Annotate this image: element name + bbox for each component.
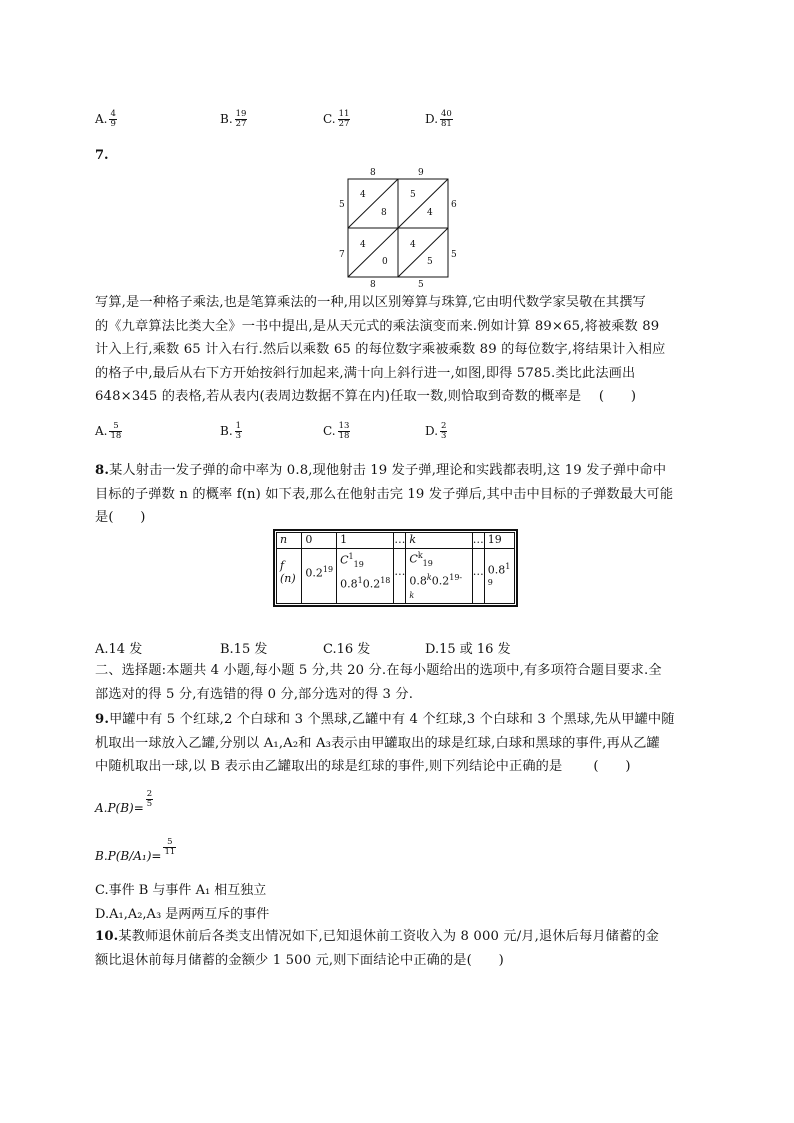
text-line: 中随机取出一球,以 B 表示由乙罐取出的球是红球的事件,则下列结论中正确的是 ( ) [95,759,631,774]
q7-option-c [323,422,350,441]
fraction [338,422,351,441]
text-line: 额比退休前每月储蓄的金额少 1 500 元,则下面结论中正确的是( ) [95,952,504,968]
denominator: 9 [110,119,116,129]
numerator: 4 [110,109,116,119]
grid-left-label: 7 [339,250,345,260]
fraction [440,422,447,441]
denominator: 3 [441,431,447,441]
table-cell [406,549,472,604]
q9-option-c: C.事件 B 与事件 A₁ 相互独立 [95,883,267,898]
q8-text [95,459,705,530]
q9-text [95,708,705,779]
comb-sub: 19 [353,559,364,569]
table-header-cell: 19 [484,533,514,549]
cell-value: 0.2 [431,574,450,588]
denominator: 27 [338,119,350,129]
q7-number: 7. [95,148,109,163]
numerator: 2 [441,421,447,431]
table-cell: … [394,549,406,604]
lattice-multiplication-grid [330,164,465,289]
fraction [109,422,122,441]
grid-top-label: 9 [418,168,424,178]
table-header-cell: k [406,533,472,549]
cell-value: 0.2 [305,566,323,580]
fraction [338,110,351,129]
exponent-tail: k [409,590,415,600]
grid-cell-lower: 5 [427,257,433,267]
q8-option-a: A.14 发 [95,642,143,657]
table-cell: … [472,549,484,604]
text-line: 计入上行,乘数 65 计入右行.然后以乘数 65 的每位数字乘被乘数 89 的每位数字,将结果计入相应 [95,342,666,357]
text-line: 写算,是一种格子乘法,也是笔算乘法的一种,用以区别筹算与珠算,它由明代数学家吴敬在其撰写 [95,295,646,310]
table-header-cell: 0 [302,533,337,549]
denominator: 5 [146,799,153,809]
denominator: 81 [441,119,452,129]
numerator: 19 [235,109,247,119]
q10-text [95,925,705,972]
text-line: 甲罐中有 5 个红球,2 个白球和 3 个黑球,乙罐中有 4 个红球,3 个白球和 3 个黑球,先从甲罐中随 [109,712,675,727]
numerator: 2 [146,789,153,799]
q9-option-d: D.A₁,A₂,A₃ 是两两互斥的事件 [95,907,270,922]
text-line: 的《九章算法比类大全》一书中提出,是从天元式的乘法演变而来.例如计算 89×65,将被乘数 89 [95,318,660,334]
q9-option-b [95,838,176,863]
option-label: A.P(B)= [95,801,144,815]
text-line: 648×345 的表格,若从表内(表周边数据不算在内)任取一数,则恰取到奇数的概率是 ( ) [95,389,637,404]
exponent-tail: 9 [487,577,493,587]
cell-value: 0.8 [409,574,427,588]
q8-number: 8. [95,463,110,478]
fraction [235,422,242,441]
denominator: 27 [235,119,247,129]
fraction [440,110,453,129]
option-label: C. [323,424,336,438]
table-cell [337,549,394,604]
cell-value: 0.8 [487,563,506,577]
q7-option-d [425,422,447,441]
option-label: B.P(B/A₁)= [95,849,162,863]
exponent: 1 [505,562,511,571]
grid-cell-lower: 4 [427,208,433,218]
probability-table [276,532,515,604]
grid-bottom-label: 8 [370,280,376,289]
comb-sub: 19 [422,558,433,568]
denominator: 11 [164,847,176,857]
combination-symbol: C [409,552,418,566]
grid-right-label: 5 [451,250,457,260]
option-label: D. [425,424,439,438]
q8-option-c: C.16 发 [323,642,371,657]
q7-option-a [95,422,122,441]
q8-option-b: B.15 发 [220,642,268,657]
numerator: 40 [441,109,452,119]
text-line: 的格子中,最后从右下方开始按斜行加起来,满十向上斜行进一,如图,即得 5785.类比此法画出 [95,365,636,381]
comb-sup: k [417,551,423,560]
exponent: 19- [449,572,463,582]
option-label: A. [95,424,108,438]
grid-cell-upper: 5 [410,190,416,200]
grid-cell-upper: 4 [410,240,416,250]
denominator: 3 [235,431,242,441]
fraction [163,838,176,857]
grid-left-label: 5 [339,200,345,210]
q9-number: 9. [95,712,110,727]
cell-value: 0.8 [340,577,358,591]
numerator: 11 [338,109,350,119]
grid-cell-lower: 0 [382,257,388,267]
q6-option-b [220,110,247,129]
text-line: 部选对的得 5 分,有选错的得 0 分,部分选对的得 3 分. [95,686,414,702]
table-row-label: f(n) [277,549,302,604]
comb-sup: 1 [348,552,354,561]
q7-text [95,291,705,409]
option-label: D. [425,112,439,126]
table-header-cell: … [472,533,484,549]
text-line: 某教师退休前后各类支出情况如下,已知退休前工资收入为 8 000 元/月,退休后每月储蓄的金 [118,929,660,944]
q7-option-b [220,422,242,441]
fraction [235,110,248,129]
text-line: 目标的子弹数 n 的概率 f(n) 如下表,那么在他射击完 19 发子弹后,其中击中目标的子弹数最大可能 [95,486,674,502]
cell-value: 0.2 [362,577,381,591]
q10-number: 10. [95,929,119,944]
grid-bottom-label: 5 [418,280,424,289]
grid-cell-upper: 4 [360,240,366,250]
grid-right-label: 6 [451,200,457,210]
option-label: C. [323,112,336,126]
q6-option-c [323,110,350,129]
table-header-cell: n [277,533,302,549]
exponent: 18 [380,575,391,585]
text-line: 是( ) [95,510,146,525]
q8-option-d: D.15 或 16 发 [425,642,511,657]
text-line: 某人射击一发子弹的命中率为 0.8,现他射击 19 发子弹,理论和实践都表明,这 19 发子弹中命中 [109,463,667,478]
text-line: 二、选择题:本题共 4 小题,每小题 5 分,共 20 分.在每小题给出的选项中,有多项符合题目要求.全 [95,663,662,678]
numerator: 5 [163,838,176,848]
table-cell [484,549,514,604]
text-line: 机取出一球放入乙罐,分别以 A₁,A₂和 A₃表示由甲罐取出的球是红球,白球和黑球的事件,再从乙罐 [95,735,660,751]
fraction [109,110,116,129]
q6-option-a [95,110,117,129]
option-label: B. [220,112,233,126]
denominator: 18 [110,431,122,441]
option-label: A. [95,112,108,126]
probability-table-frame [273,529,518,607]
table-header-cell: 1 [337,533,394,549]
option-label: B. [220,424,233,438]
table-cell [302,549,337,604]
numerator: 5 [109,422,122,432]
q9-option-a [95,790,153,815]
numerator: 13 [338,421,350,431]
grid-top-label: 8 [370,168,376,178]
numerator: 1 [235,421,242,431]
section2-instructions [95,659,705,706]
exponent: k [426,572,432,582]
table-header-cell: … [394,533,406,549]
exponent: 1 [357,575,363,585]
grid-cell-lower: 8 [381,208,387,218]
grid-cell-upper: 4 [360,190,366,200]
denominator: 18 [338,431,350,441]
fraction [146,790,153,809]
combination-symbol: C [340,553,349,567]
q6-option-d [425,110,453,129]
exponent: 19 [322,565,334,574]
